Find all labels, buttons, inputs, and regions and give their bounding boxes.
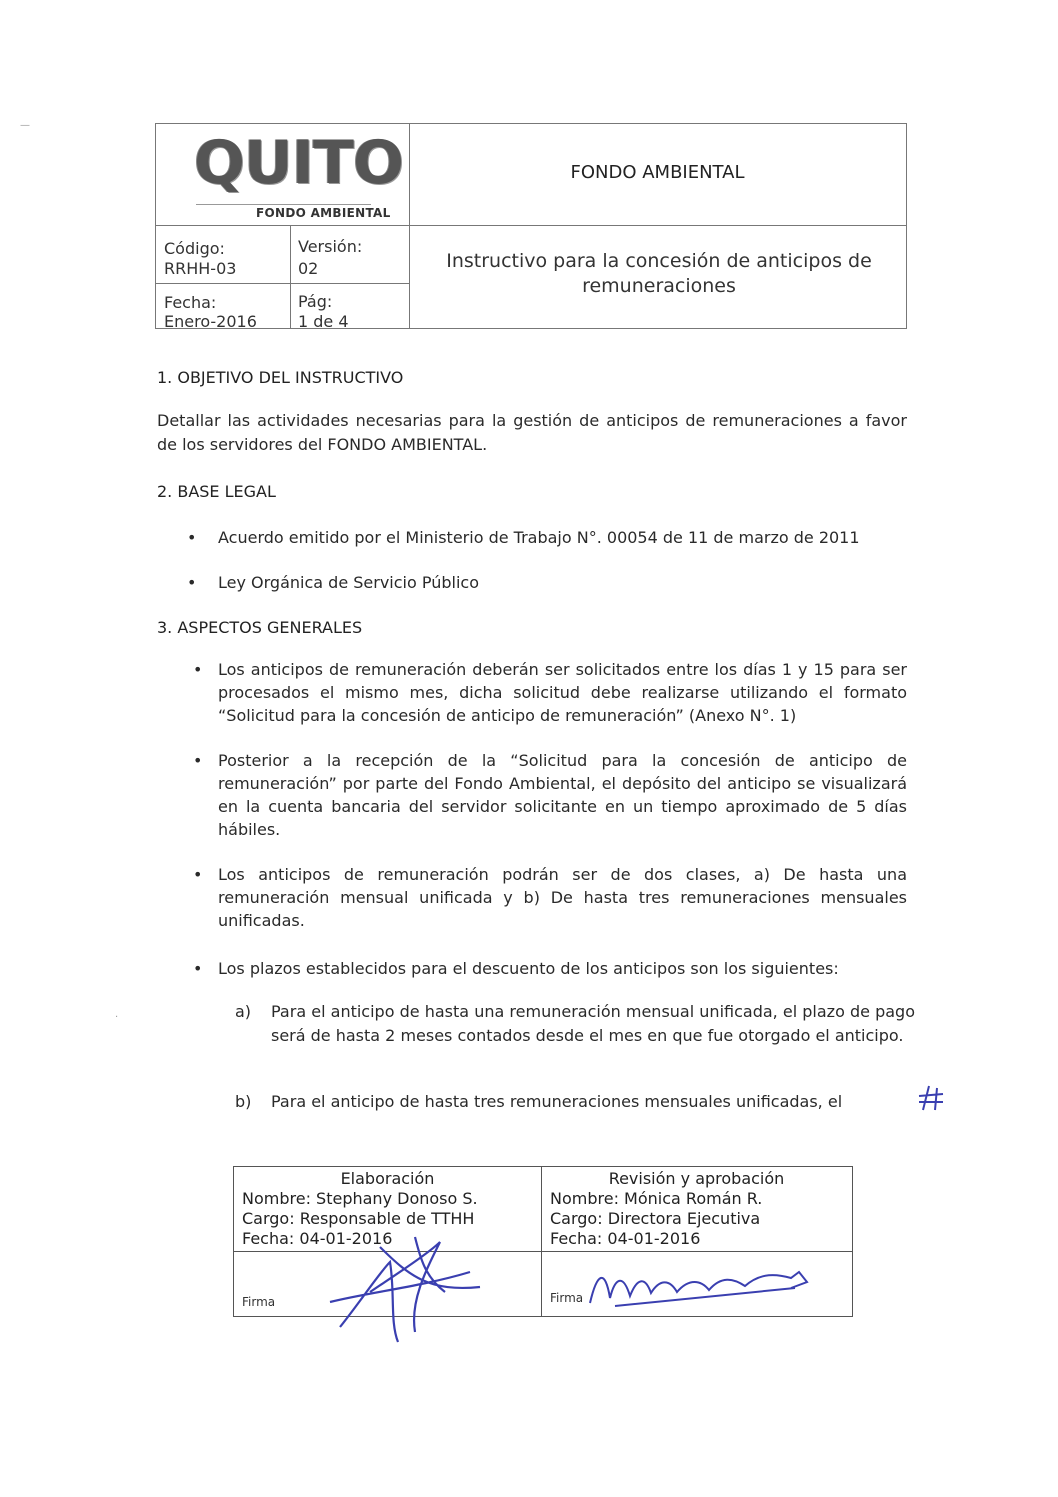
document-title-line: remuneraciones	[582, 275, 736, 297]
scan-mark: —	[20, 120, 30, 131]
bullet-icon: •	[187, 528, 197, 547]
sub-list-letter: b)	[235, 1092, 252, 1111]
divider	[156, 225, 906, 226]
pag-value: 1 de 4	[298, 312, 349, 331]
revision-firma-label: Firma	[550, 1291, 584, 1305]
fecha-value: Enero-2016	[164, 312, 257, 331]
divider	[290, 225, 291, 328]
elaboracion-nombre: Nombre: Stephany Donoso S.	[242, 1189, 478, 1208]
header-table	[155, 123, 907, 329]
revision-nombre: Nombre: Mónica Román R.	[550, 1189, 763, 1208]
pag-label: Pág:	[298, 292, 333, 311]
list-item-text: Los plazos establecidos para el descuento de los anticipos son los siguientes:	[218, 959, 839, 978]
document-title	[422, 249, 896, 299]
list-item-text: Ley Orgánica de Servicio Público	[218, 573, 479, 592]
sub-list-letter: a)	[235, 1002, 252, 1021]
bullet-icon: •	[187, 573, 197, 592]
fecha-label: Fecha:	[164, 293, 217, 312]
logo-subtitle: FONDO AMBIENTAL	[256, 206, 391, 220]
revision-fecha: Fecha: 04-01-2016	[550, 1229, 701, 1248]
section-title: 3. ASPECTOS GENERALES	[157, 618, 363, 637]
version-value: 02	[298, 259, 319, 278]
scan-mark: ·	[115, 1012, 119, 1023]
elaboracion-heading: Elaboración	[340, 1169, 435, 1188]
bullet-icon: •	[193, 751, 203, 770]
codigo-value: RRHH-03	[164, 259, 237, 278]
sub-list-text: Para el anticipo de hasta tres remuneraciones mensuales unificadas, el	[271, 1092, 843, 1111]
document-title-line: Instructivo para la concesión de anticipos de	[446, 250, 872, 272]
codigo-label: Código:	[164, 239, 225, 258]
initial-mark	[915, 1082, 949, 1116]
divider	[409, 124, 410, 328]
divider	[196, 204, 371, 205]
bullet-icon: •	[193, 865, 203, 884]
org-title: FONDO AMBIENTAL	[570, 162, 745, 183]
sub-list-text: Para el anticipo de hasta una remuneración mensual unificada, el plazo de pago será de hasta 2 meses contados desde el mes en que fue otorgado el anticipo.	[271, 1002, 915, 1045]
list-item-text: Posterior a la recepción de la “Solicitud para la concesión de anticipo de remuneración” por parte del Fondo Ambiental, el depósito del anticipo se visualizará en la cuenta bancaria del servidor solicitante en un tiempo aproximado de 5 días hábiles.	[218, 751, 907, 839]
revision-heading: Revisión y aprobación	[608, 1169, 785, 1188]
elaboracion-cargo: Cargo: Responsable de TTHH	[242, 1209, 475, 1228]
signature-elaboracion	[320, 1232, 490, 1347]
section-title: 1. OBJETIVO DEL INSTRUCTIVO	[157, 368, 404, 387]
list-item-text: Los anticipos de remuneración deberán ser solicitados entre los días 1 y 15 para ser procesados el mismo mes, dicha solicitud debe realizarse utilizando el formato “Solicitud para la concesión de anticipo de remuneración” (Anexo N°. 1)	[218, 660, 907, 725]
revision-cargo: Cargo: Directora Ejecutiva	[550, 1209, 761, 1228]
logo	[156, 124, 409, 225]
section-paragraph: Detallar las actividades necesarias para la gestión de anticipos de remuneraciones a favor de los servidores del FONDO AMBIENTAL.	[157, 411, 907, 454]
signature-revision	[585, 1258, 815, 1318]
divider	[156, 283, 409, 284]
bullet-icon: •	[193, 660, 203, 679]
bullet-icon: •	[193, 959, 203, 978]
divider	[541, 1167, 542, 1316]
elaboracion-firma-label: Firma	[242, 1295, 276, 1309]
list-item-text: Los anticipos de remuneración podrán ser de dos clases, a) De hasta una remuneración mensual unificada y b) De hasta tres remuneraciones mensuales unificadas.	[218, 865, 907, 930]
logo-wordmark: QUITO	[194, 128, 403, 198]
version-label: Versión:	[298, 237, 363, 256]
list-item-text: Acuerdo emitido por el Ministerio de Trabajo N°. 00054 de 11 de marzo de 2011	[218, 528, 860, 547]
section-title: 2. BASE LEGAL	[157, 482, 276, 501]
elaboracion-fecha: Fecha: 04-01-2016	[242, 1229, 393, 1248]
